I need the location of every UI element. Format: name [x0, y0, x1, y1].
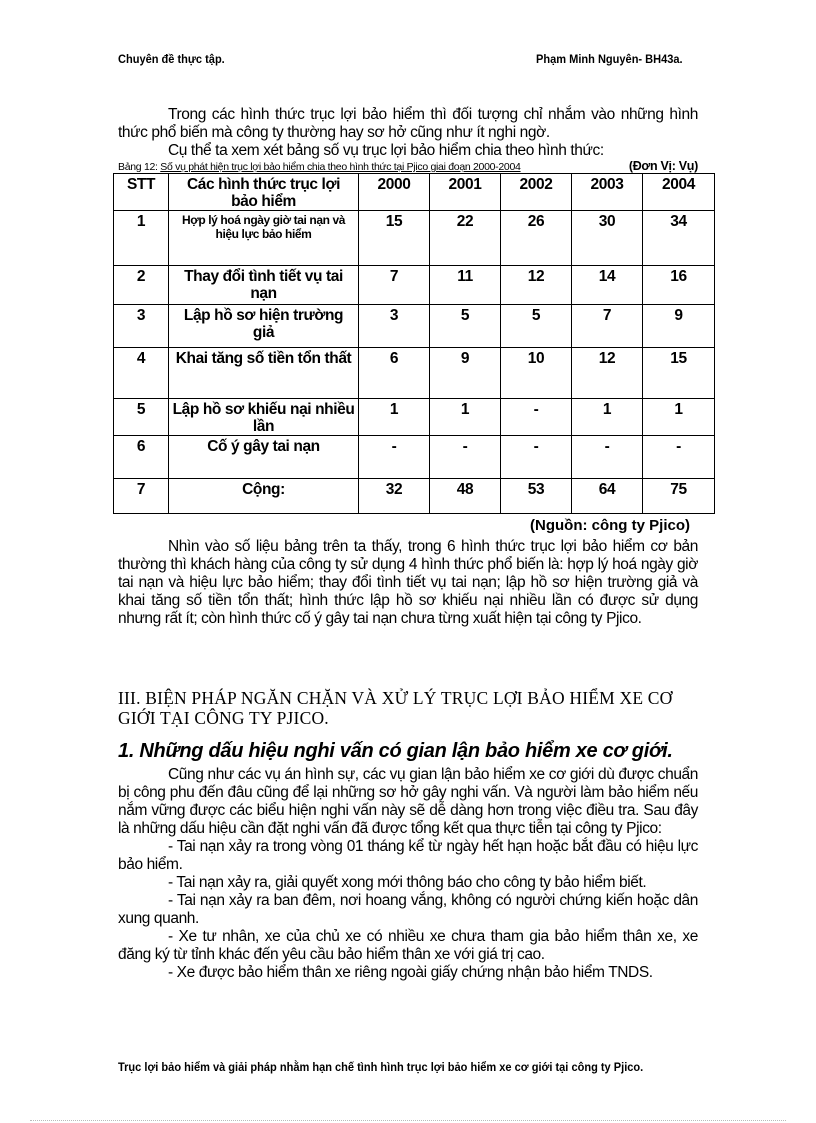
- body-bullet: - Tai nạn xảy ra trong vòng 01 tháng kể từ ngày hết hạn hoặc bắt đầu có hiệu lực bảo hiểm.: [118, 838, 698, 873]
- cell-stt: 1: [114, 211, 169, 266]
- cell-value: 53: [501, 479, 572, 514]
- table-row: [114, 266, 715, 305]
- page-header-left: Chuyên đề thực tập.: [118, 52, 225, 66]
- intro-paragraph-2: Cụ thể ta xem xét bảng số vụ trục lợi bảo hiểm chia theo hình thức:: [168, 142, 604, 159]
- body-bullet: - Xe tư nhân, xe của chủ xe có nhiều xe chưa tham gia bảo hiểm thân xe, xe đăng ký từ tỉnh khác đến yêu cầu bảo hiểm thân xe với giá trị cao.: [118, 928, 698, 963]
- cell-value: 9: [643, 305, 715, 348]
- cell-value: 32: [359, 479, 430, 514]
- col-header: STT: [114, 174, 169, 211]
- table-row: [114, 305, 715, 348]
- table-caption-text: Số vụ phát hiện trục lợi bảo hiểm chia theo hình thức tại Pjico giai đoạn 2000-2004: [160, 161, 521, 173]
- cell-value: 1: [572, 399, 643, 436]
- cell-value: -: [501, 399, 572, 436]
- analysis-paragraph: Nhìn vào số liệu bảng trên ta thấy, trong 6 hình thức trục lợi bảo hiểm cơ bản thường thì khách hàng của công ty sử dụng 4 hình thức phổ biến là: hợp lý hoá ngày giờ tai nạn và hiệu lực bảo hiểm; thay đổi tình tiết vụ tai nạn; lập hồ sơ hiện trường giả và khai tăng số tiền tổn thất; hình thức lập hồ sơ khiếu nại nhiều lần có được sử dụng nhưng rất ít; còn hình thức cố ý gây tai nạn chưa từng xuất hiện tại công ty Pjico.: [118, 538, 698, 627]
- cell-value: 30: [572, 211, 643, 266]
- body-block: [118, 766, 698, 982]
- cell-stt: 5: [114, 399, 169, 436]
- cell-name: Cộng:: [169, 479, 359, 514]
- cell-value: 1: [359, 399, 430, 436]
- page-bottom-divider: [30, 1120, 786, 1121]
- cell-value: 7: [359, 266, 430, 305]
- cell-name: Thay đổi tình tiết vụ tai nạn: [169, 266, 359, 305]
- cell-stt: 2: [114, 266, 169, 305]
- cell-value: 10: [501, 348, 572, 399]
- section-heading: III. BIỆN PHÁP NGĂN CHẶN VÀ XỬ LÝ TRỤC LỢI BẢO HIỂM XE CƠ GIỚI TẠI CÔNG TY PJICO.: [118, 688, 673, 728]
- table-unit: (Đơn Vị: Vụ): [628, 161, 698, 173]
- body-bullet: - Tai nạn xảy ra, giải quyết xong mới thông báo cho công ty bảo hiểm biết.: [168, 874, 647, 891]
- cell-name: Khai tăng số tiền tổn thất: [169, 348, 359, 399]
- cell-value: 1: [430, 399, 501, 436]
- cell-value: 16: [643, 266, 715, 305]
- table-row: [114, 348, 715, 399]
- page-header-right: Phạm Minh Nguyên- BH43a.: [536, 52, 683, 66]
- table-caption-prefix: Bảng 12:: [118, 161, 158, 173]
- cell-value: 14: [572, 266, 643, 305]
- cell-value: -: [572, 436, 643, 479]
- cell-stt: 7: [114, 479, 169, 514]
- cell-value: 6: [359, 348, 430, 399]
- cell-value: 15: [359, 211, 430, 266]
- cell-value: 75: [643, 479, 715, 514]
- table-row-total: [114, 479, 715, 514]
- body-bullet: - Tai nạn xảy ra ban đêm, nơi hoang vắng, không có người chứng kiến hoặc dân xung quanh.: [118, 892, 698, 927]
- intro-paragraph-1: Trong các hình thức trục lợi bảo hiểm thì đối tượng chỉ nhắm vào những hình thức phổ biến mà công ty thường hay sơ hở cũng như ít nghi ngờ.: [118, 106, 698, 141]
- table-source: (Nguồn: công ty Pjico): [530, 517, 690, 534]
- subsection-heading: 1. Những dấu hiệu nghi vấn có gian lận bảo hiểm xe cơ giới.: [118, 740, 673, 762]
- cell-value: 34: [643, 211, 715, 266]
- cell-value: -: [501, 436, 572, 479]
- table-row: [114, 211, 715, 266]
- col-header: 2004: [643, 174, 715, 211]
- body-bullet: - Xe được bảo hiểm thân xe riêng ngoài giấy chứng nhận bảo hiểm TNDS.: [168, 964, 653, 981]
- analysis-block: [118, 538, 698, 628]
- table-caption: [118, 161, 698, 173]
- body-paragraph: Cũng như các vụ án hình sự, các vụ gian lận bảo hiểm xe cơ giới dù được chuẩn bị công phu đến đâu cũng để lại những sơ hở gây nghi vấn. Và người làm bảo hiểm nếu nắm vững được các biểu hiện nghi vấn này sẽ dễ dàng hơn trong việc điều tra. Sau đây là những dấu hiệu cần đặt nghi vấn đã được tổng kết qua thực tiễn tại công ty Pjico:: [118, 766, 698, 837]
- col-header: 2002: [501, 174, 572, 211]
- cell-value: 48: [430, 479, 501, 514]
- page-footer: Trục lợi bảo hiểm và giải pháp nhằm hạn chế tình hình trục lợi bảo hiểm xe cơ giới tại công ty Pjico.: [118, 1060, 644, 1074]
- cell-name: Cố ý gây tai nạn: [169, 436, 359, 479]
- cell-name: Lập hồ sơ khiếu nại nhiều lần: [169, 399, 359, 436]
- cell-name: Hợp lý hoá ngày giờ tai nạn và hiệu lực bảo hiểm: [169, 211, 359, 266]
- table-row: [114, 436, 715, 479]
- cell-value: 11: [430, 266, 501, 305]
- col-header: Các hình thức trục lợi bảo hiểm: [169, 174, 359, 211]
- cell-value: 26: [501, 211, 572, 266]
- fraud-table: [113, 173, 715, 514]
- col-header: 2000: [359, 174, 430, 211]
- cell-stt: 4: [114, 348, 169, 399]
- cell-stt: 3: [114, 305, 169, 348]
- table-header-row: [114, 174, 715, 211]
- cell-value: 5: [430, 305, 501, 348]
- cell-value: 64: [572, 479, 643, 514]
- cell-value: 1: [643, 399, 715, 436]
- cell-value: -: [359, 436, 430, 479]
- col-header: 2003: [572, 174, 643, 211]
- cell-value: 15: [643, 348, 715, 399]
- cell-value: -: [430, 436, 501, 479]
- cell-stt: 6: [114, 436, 169, 479]
- table-row: [114, 399, 715, 436]
- cell-value: -: [643, 436, 715, 479]
- intro-block: [118, 106, 698, 160]
- col-header: 2001: [430, 174, 501, 211]
- cell-value: 12: [501, 266, 572, 305]
- cell-value: 3: [359, 305, 430, 348]
- cell-name: Lập hồ sơ hiện trường giả: [169, 305, 359, 348]
- cell-value: 9: [430, 348, 501, 399]
- cell-value: 12: [572, 348, 643, 399]
- cell-value: 22: [430, 211, 501, 266]
- cell-value: 5: [501, 305, 572, 348]
- cell-value: 7: [572, 305, 643, 348]
